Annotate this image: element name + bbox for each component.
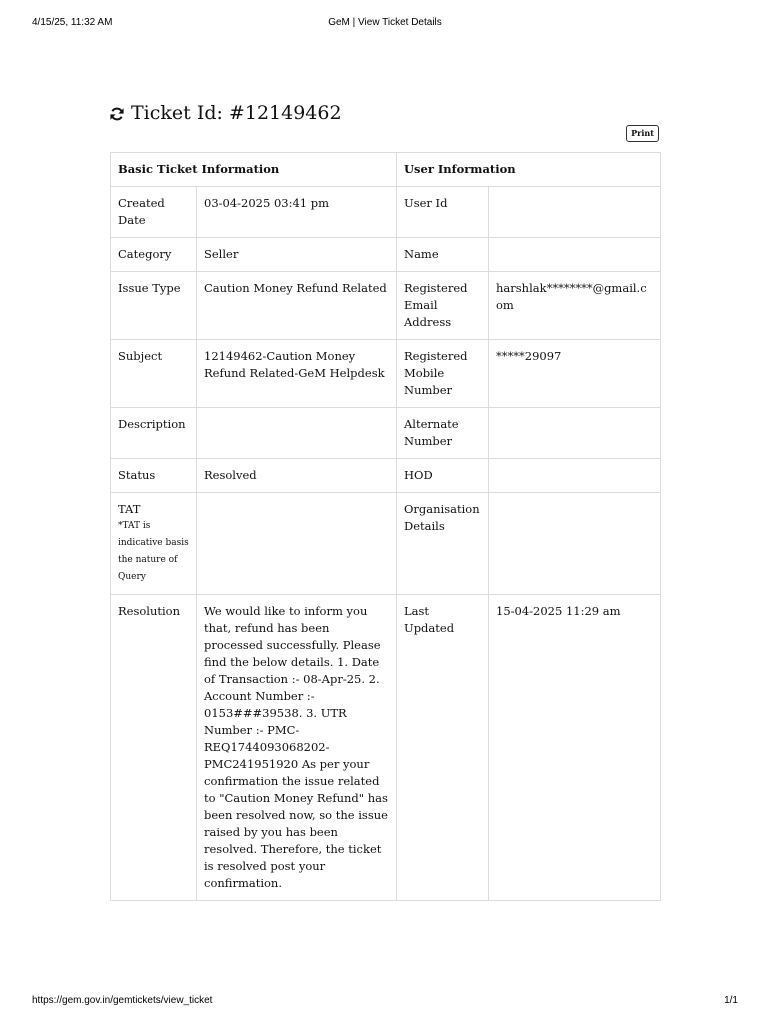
resolution-label: Resolution bbox=[111, 595, 197, 901]
mobile-label: Registered Mobile Number bbox=[397, 340, 489, 408]
table-row bbox=[111, 408, 661, 459]
print-datetime: 4/15/25, 11:32 AM bbox=[32, 17, 113, 28]
tat-note: *TAT is indicative basis the nature of Query bbox=[118, 521, 189, 582]
description-value bbox=[197, 408, 397, 459]
print-page-number: 1/1 bbox=[724, 995, 738, 1006]
last-updated-value: 15-04-2025 11:29 am bbox=[489, 595, 661, 901]
table-row bbox=[111, 238, 661, 272]
status-value: Resolved bbox=[197, 459, 397, 493]
name-value bbox=[489, 238, 661, 272]
email-label: Registered Email Address bbox=[397, 272, 489, 340]
mobile-value: *****29097 bbox=[489, 340, 661, 408]
basic-info-header: Basic Ticket Information bbox=[111, 153, 397, 187]
issue-type-value: Caution Money Refund Related bbox=[197, 272, 397, 340]
alternate-number-label: Alternate Number bbox=[397, 408, 489, 459]
table-row bbox=[111, 493, 661, 595]
table-row bbox=[111, 340, 661, 408]
print-url[interactable]: https://gem.gov.in/gemtickets/view_ticket bbox=[32, 995, 213, 1006]
table-header-row bbox=[111, 153, 661, 187]
table-row bbox=[111, 272, 661, 340]
category-value: Seller bbox=[197, 238, 397, 272]
hod-value bbox=[489, 459, 661, 493]
organisation-label: Organisation Details bbox=[397, 493, 489, 595]
print-page-title: GeM | View Ticket Details bbox=[328, 17, 442, 28]
created-date-value: 03-04-2025 03:41 pm bbox=[197, 187, 397, 238]
hod-label: HOD bbox=[397, 459, 489, 493]
table-row bbox=[111, 459, 661, 493]
name-label: Name bbox=[397, 238, 489, 272]
ticket-details-table bbox=[110, 152, 661, 901]
issue-type-label: Issue Type bbox=[111, 272, 197, 340]
last-updated-label: Last Updated bbox=[397, 595, 489, 901]
status-label: Status bbox=[111, 459, 197, 493]
tat-value bbox=[197, 493, 397, 595]
user-info-header: User Information bbox=[397, 153, 661, 187]
refresh-icon[interactable] bbox=[109, 105, 125, 121]
print-button[interactable]: Print bbox=[626, 125, 659, 142]
organisation-value bbox=[489, 493, 661, 595]
ticket-title-text: Ticket Id: #12149462 bbox=[131, 102, 342, 124]
alternate-number-value bbox=[489, 408, 661, 459]
ticket-title bbox=[109, 102, 342, 124]
email-value: harshlak********@gmail.com bbox=[489, 272, 661, 340]
user-id-value bbox=[489, 187, 661, 238]
category-label: Category bbox=[111, 238, 197, 272]
resolution-value: We would like to inform you that, refund has been processed successfully. Please find the below details. 1. Date of Transaction :- 08-Apr-25. 2. Account Number :- 0153###39538. 3. UTR Number :- PMC-REQ1744093068202-PMC241951920 As per your confirmation the issue related to "Caution Money Refund" has been resolved now, so the issue raised by you has been resolved. Therefore, the ticket is resolved post your confirmation. bbox=[197, 595, 397, 901]
description-label: Description bbox=[111, 408, 197, 459]
table-row bbox=[111, 595, 661, 901]
subject-value: 12149462-Caution Money Refund Related-GeM Helpdesk bbox=[197, 340, 397, 408]
tat-cell bbox=[111, 493, 197, 595]
table-row bbox=[111, 187, 661, 238]
subject-label: Subject bbox=[111, 340, 197, 408]
created-date-label: Created Date bbox=[111, 187, 197, 238]
user-id-label: User Id bbox=[397, 187, 489, 238]
tat-label: TAT bbox=[118, 502, 141, 516]
